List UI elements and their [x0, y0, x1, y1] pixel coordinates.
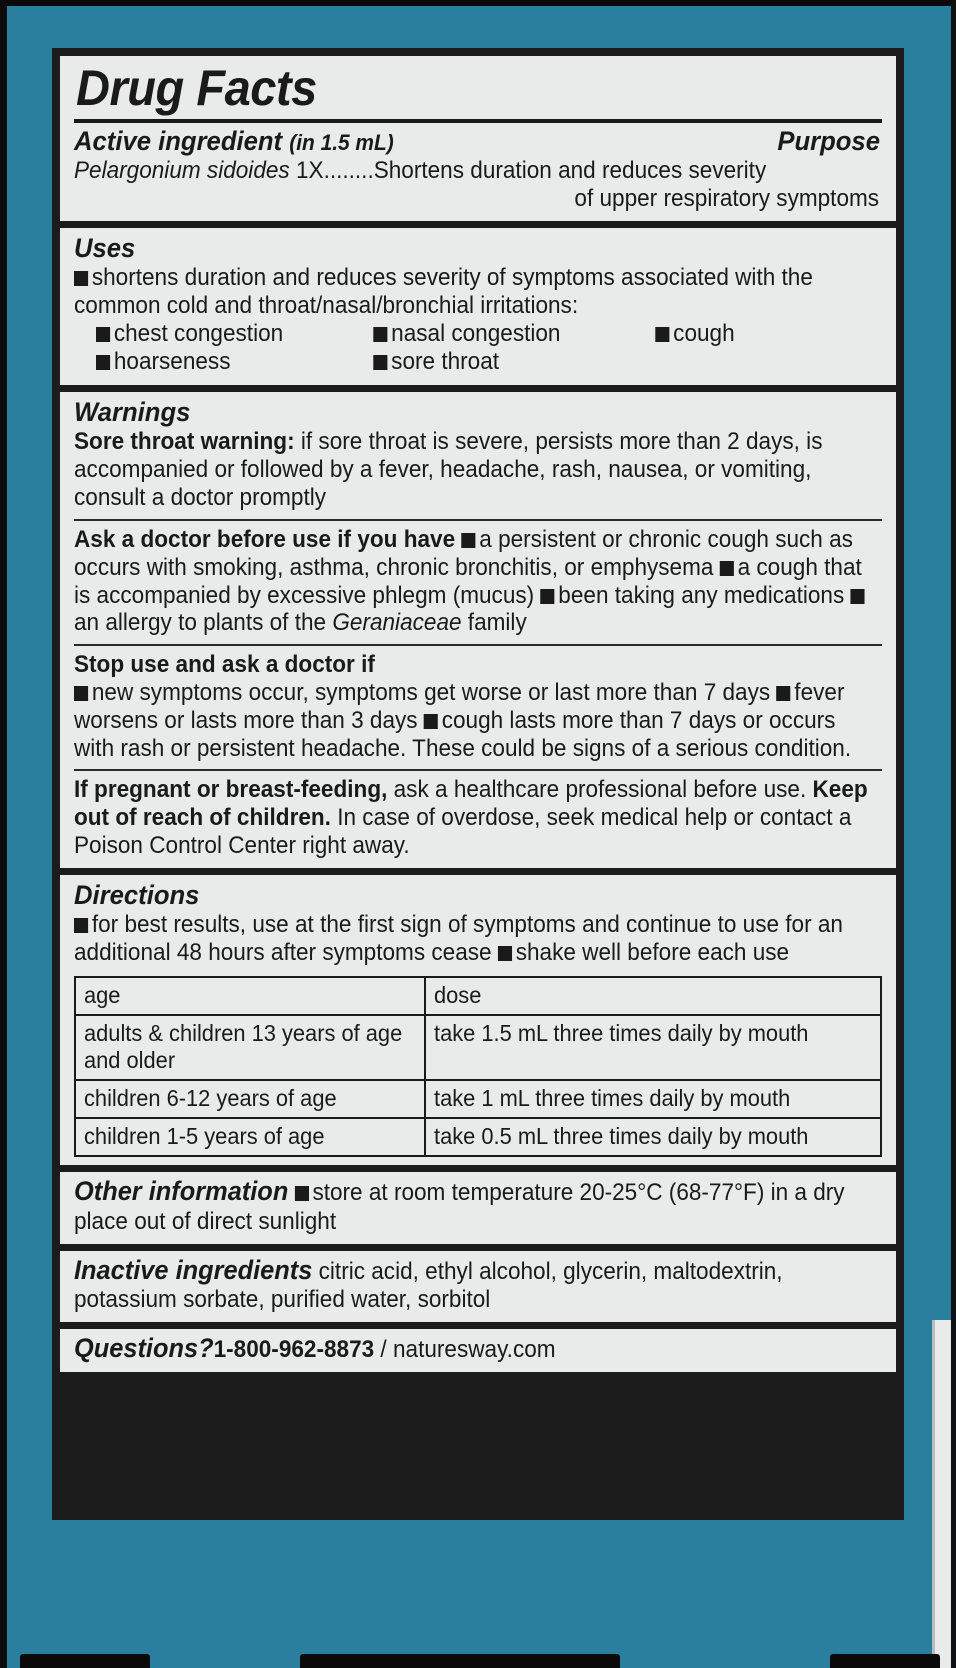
- other-information-heading: Other information: [74, 1176, 289, 1207]
- package-bottom-notch: [300, 1654, 620, 1668]
- uses-heading: Uses: [74, 232, 136, 263]
- questions-text: Questions?1-800-962-8873 / naturesway.com: [74, 1332, 556, 1363]
- bullet-square-icon: [74, 686, 88, 701]
- table-header-age: age: [75, 977, 425, 1015]
- bullet-square-icon: [498, 946, 512, 961]
- bullet-square-icon: [373, 355, 387, 370]
- package-bottom-notch: [20, 1654, 150, 1668]
- bullet-square-icon: [776, 686, 790, 701]
- inactive-ingredients-section: [60, 1251, 896, 1322]
- symptom-item: chest congestion: [96, 320, 373, 349]
- table-cell-age: adults & children 13 years of age and older: [75, 1015, 425, 1080]
- active-ingredient-line: [74, 157, 879, 185]
- inactive-ingredients-heading: Inactive ingredients: [74, 1254, 313, 1285]
- symptom-item: hoarseness: [96, 348, 373, 377]
- directions-bullet: for best results, use at the first sign of symptoms and continue to use for an additional 48 hours after symptoms cease: [74, 911, 843, 967]
- bullet-square-icon: [295, 1186, 309, 1201]
- directions-bullet: shake well before each use: [515, 939, 790, 967]
- package-top-edge: [0, 0, 956, 6]
- drug-facts-panel: [52, 48, 904, 1520]
- symptom-item: nasal congestion: [373, 320, 655, 349]
- directions-text: [74, 911, 879, 967]
- package-right-edge: [951, 0, 956, 1668]
- uses-symptom-grid: [96, 320, 901, 378]
- purpose-text-line1: Shortens duration and reduces severity: [373, 157, 767, 184]
- bullet-square-icon: [461, 533, 475, 548]
- table-header-dose: dose: [425, 977, 881, 1015]
- dose-volume-qualifier: (in 1.5 mL): [289, 130, 394, 155]
- table-cell-dose: take 1.5 mL three times daily by mouth: [425, 1015, 881, 1080]
- ingredient-name: Pelargonium sidoides: [74, 157, 290, 184]
- directions-section: [60, 875, 896, 1166]
- stop-use-label: Stop use and ask a doctor if: [74, 651, 375, 679]
- sore-throat-warning-label: Sore throat warning:: [74, 428, 295, 456]
- warnings-divider: [74, 519, 882, 521]
- bullet-square-icon: [720, 561, 734, 576]
- inactive-ingredients-text: Inactive ingredients citric acid, ethyl alcohol, glycerin, maltodextrin, potassium sorbate, purified water, sorbitol: [74, 1254, 783, 1313]
- package-left-edge: [0, 0, 7, 1668]
- symptom-item: sore throat: [373, 348, 655, 377]
- ask-doctor-tail: family: [461, 609, 527, 637]
- title-divider: [74, 119, 882, 123]
- bullet-square-icon: [424, 714, 438, 729]
- warnings-divider: [74, 769, 882, 771]
- ask-doctor-item: been taking any medications: [558, 581, 845, 609]
- ask-doctor-item: an allergy to plants of the: [74, 609, 327, 637]
- purpose-heading: Purpose: [777, 126, 880, 156]
- adjacent-panel-strip: [932, 1320, 951, 1668]
- customer-service-phone[interactable]: 1-800-962-8873: [213, 1335, 375, 1363]
- ingredient-strength: 1X........: [289, 157, 374, 184]
- stop-use-item: cough lasts more than 7 days or occurs with rash or persistent headache. These could be signs of a serious condition.: [74, 706, 852, 762]
- bullet-square-icon: [74, 918, 88, 933]
- stop-use-item: new symptoms occur, symptoms get worse or last more than 7 days: [91, 679, 771, 706]
- bullet-square-icon: [655, 327, 669, 342]
- uses-section: [60, 228, 896, 385]
- stop-use-item: fever worsens or lasts more than 3 days: [74, 679, 845, 734]
- package-bottom-notch: [830, 1654, 940, 1668]
- directions-heading: Directions: [74, 879, 200, 910]
- bullet-square-icon: [96, 355, 110, 370]
- active-ingredient-section: [60, 56, 896, 221]
- table-header-row: [75, 977, 881, 1015]
- active-ingredient-heading: Active ingredient (in 1.5 mL): [74, 126, 394, 156]
- table-row: [75, 1080, 881, 1118]
- table-row: [75, 1015, 881, 1080]
- table-row: [75, 1118, 881, 1156]
- symptom-grid-spacer: [655, 348, 901, 377]
- company-website[interactable]: naturesway.com: [392, 1335, 556, 1363]
- pregnancy-label: If pregnant or breast-feeding,: [74, 776, 388, 804]
- stop-use-items: [74, 679, 879, 762]
- bullet-square-icon: [851, 589, 865, 604]
- symptom-item: cough: [655, 320, 901, 349]
- other-information-text: Other information store at room temperature 20-25°C (68-77°F) in a dry place out of direct sunlight: [74, 1176, 845, 1235]
- ask-doctor-label: Ask a doctor before use if you have: [74, 525, 456, 553]
- bullet-square-icon: [74, 271, 88, 286]
- dosage-table: [74, 976, 882, 1158]
- ask-doctor-item: a cough that is accompanied by excessive phlegm (mucus): [74, 553, 862, 609]
- warnings-section: [60, 392, 896, 868]
- pregnancy-warning: If pregnant or breast-feeding, ask a healthcare professional before use. Keep out of reach of children. In case of overdose, seek medical help or contact a Poison Control Center right away.: [74, 776, 868, 860]
- drug-facts-title: Drug Facts: [76, 60, 317, 116]
- sore-throat-warning: [74, 428, 879, 511]
- other-information-section: [60, 1172, 896, 1243]
- active-ingredient-header-row: [74, 126, 880, 157]
- questions-section: [60, 1329, 896, 1372]
- ask-doctor-warning: [74, 526, 879, 637]
- bullet-square-icon: [540, 589, 554, 604]
- geraniaceae-family-name: Geraniaceae: [332, 609, 462, 637]
- warnings-heading: Warnings: [74, 397, 191, 428]
- bullet-square-icon: [373, 327, 387, 342]
- bullet-square-icon: [96, 327, 110, 342]
- uses-main-text: shortens duration and reduces severity of symptoms associated with the common cold and throat/nasal/bronchial irritations:: [74, 263, 813, 319]
- sore-throat-warning-text: if sore throat is severe, persists more than 2 days, is accompanied or followed by a fever, headache, rash, nausea, or vomiting, consult a doctor promptly: [74, 428, 823, 512]
- questions-heading: Questions?: [74, 1332, 214, 1363]
- table-cell-dose: take 0.5 mL three times daily by mouth: [425, 1118, 881, 1156]
- table-cell-age: children 1-5 years of age: [75, 1118, 425, 1156]
- table-cell-dose: take 1 mL three times daily by mouth: [425, 1080, 881, 1118]
- warnings-divider: [74, 644, 882, 646]
- ask-doctor-item: a persistent or chronic cough such as occurs with smoking, asthma, chronic bronchitis, or emphysema: [74, 525, 853, 581]
- purpose-text-line2: of upper respiratory symptoms: [574, 184, 880, 212]
- keep-out-of-reach-label: Keep out of reach of children.: [74, 776, 868, 832]
- table-cell-age: children 6-12 years of age: [75, 1080, 425, 1118]
